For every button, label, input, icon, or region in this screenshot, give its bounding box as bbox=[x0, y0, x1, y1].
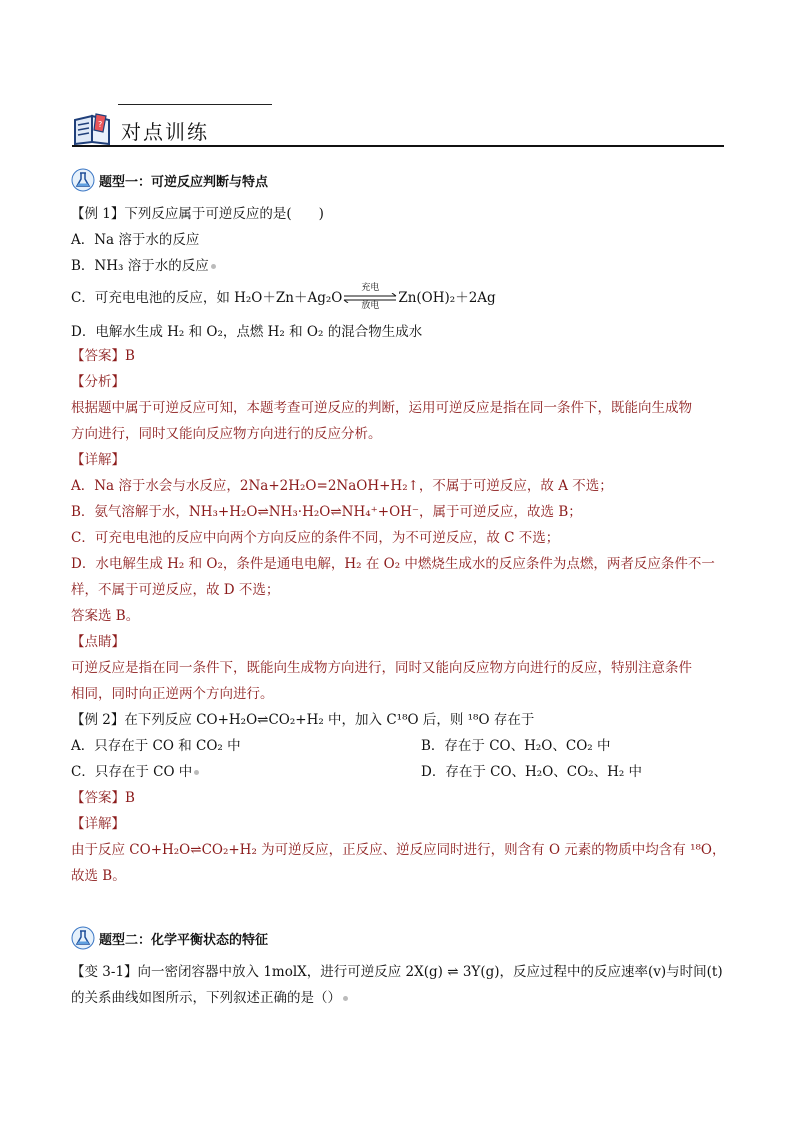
example-2-options-row-2 bbox=[71, 762, 643, 782]
detail-tag-2: 【详解】 bbox=[71, 816, 125, 832]
tip-line-1: 可逆反应是指在同一条件下，既能向生成物方向进行，同时又能向反应物方向进行的反应，特别注意条件 bbox=[71, 660, 692, 676]
variant-3-1-line-2 bbox=[71, 988, 348, 1008]
arrow-label-charge: 充电 bbox=[361, 282, 380, 293]
conclusion-1: 答案选 B。 bbox=[71, 608, 140, 624]
tip-tag: 【点睛】 bbox=[71, 634, 125, 650]
detail-d-line-2: 样，不属于可逆反应，故 D 不选； bbox=[71, 582, 280, 598]
reversible-arrow bbox=[342, 282, 398, 311]
example-1-question: 【例 1】下列反应属于可逆反应的是( ) bbox=[71, 206, 324, 222]
book-icon bbox=[72, 110, 116, 146]
detail-a: A．Na 溶于水会与水反应，2Na+2H₂O=2NaOH+H₂↑，不属于可逆反应，故 A 不选； bbox=[71, 478, 613, 494]
section-label-1: 题型一：可逆反应判断与特点 bbox=[99, 175, 269, 190]
detail-tag-1: 【详解】 bbox=[71, 452, 125, 468]
answer-tag-2: 【答案】B bbox=[71, 790, 135, 806]
arrow-label-discharge: 放电 bbox=[361, 300, 380, 311]
detail-d-line-1: D．水电解生成 H₂ 和 O₂，条件是通电电解，H₂ 在 O₂ 中燃烧生成水的反应条件为点燃，两者反应条件不一 bbox=[71, 556, 715, 572]
example-1-option-b-text: B．NH₃ 溶于水的反应 bbox=[71, 258, 209, 274]
detail-2-line-1: 由于反应 CO+H₂O⇌CO₂+H₂ 为可逆反应，正反应、逆反应同时进行，则含有 O 元素的物质中均含有 ¹⁸O， bbox=[71, 842, 726, 858]
option-c-suffix: Zn(OH)₂＋2Ag bbox=[398, 290, 496, 306]
example-2-option-a: A．只存在于 CO 和 CO₂ 中 bbox=[71, 738, 241, 754]
example-1-option-b bbox=[71, 256, 216, 276]
mark-dot-icon bbox=[211, 264, 216, 269]
detail-b: B．氨气溶解于水，NH₃+H₂O⇌NH₃·H₂O⇌NH₄⁺+OH⁻，属于可逆反应，故选 B； bbox=[71, 504, 582, 520]
section-header bbox=[72, 104, 724, 150]
detail-c: C．可充电电池的反应中向两个方向反应的条件不同，为不可逆反应，故 C 不选； bbox=[71, 530, 560, 546]
svg-text:?: ? bbox=[98, 120, 103, 129]
tip-line-2: 相同，同时向正逆两个方向进行。 bbox=[71, 686, 274, 702]
analysis-line-1: 根据题中属于可逆反应可知，本题考查可逆反应的判断，运用可逆反应是指在同一条件下，既能向生成物 bbox=[71, 400, 692, 416]
example-2-option-c: C．只存在于 CO 中 bbox=[71, 764, 193, 780]
detail-2-line-2: 故选 B。 bbox=[71, 868, 126, 884]
option-c-prefix: C．可充电电池的反应，如 H₂O＋Zn＋Ag₂O bbox=[71, 290, 343, 306]
example-1-option-d: D．电解水生成 H₂ 和 O₂，点燃 H₂ 和 O₂ 的混合物生成水 bbox=[71, 324, 423, 340]
header-top-line bbox=[118, 104, 272, 105]
flask-icon bbox=[71, 926, 95, 950]
example-1-option-c bbox=[71, 282, 496, 311]
example-2-question: 【例 2】在下列反应 CO+H₂O⇌CO₂+H₂ 中，加入 C¹⁸O 后，则 ¹⁸O 存在于 bbox=[71, 712, 535, 728]
answer-tag-1: 【答案】B bbox=[71, 348, 135, 364]
example-2-options-row-1 bbox=[71, 736, 611, 756]
mark-dot-icon bbox=[343, 996, 348, 1001]
analysis-line-2: 方向进行，同时又能向反应物方向进行的反应分析。 bbox=[71, 426, 382, 442]
example-2-option-b: B．存在于 CO、H₂O、CO₂ 中 bbox=[421, 738, 611, 754]
mark-dot-icon bbox=[194, 770, 199, 775]
analysis-tag: 【分析】 bbox=[71, 374, 125, 390]
page-title: 对点训练 bbox=[121, 120, 209, 144]
section-label-2: 题型二：化学平衡状态的特征 bbox=[99, 933, 269, 948]
header-rule bbox=[72, 145, 724, 147]
variant-3-1-line-2-text: 的关系曲线如图所示，下列叙述正确的是（） bbox=[71, 990, 341, 1006]
example-1-option-a: A．Na 溶于水的反应 bbox=[71, 232, 200, 248]
flask-icon bbox=[71, 168, 95, 192]
example-2-option-d: D．存在于 CO、H₂O、CO₂、H₂ 中 bbox=[421, 764, 643, 780]
variant-3-1-line-1: 【变 3-1】向一密闭容器中放入 1molX，进行可逆反应 2X(g) ⇌ 3Y(g)，反应过程中的反应速率(v)与时间(t) bbox=[71, 964, 723, 980]
